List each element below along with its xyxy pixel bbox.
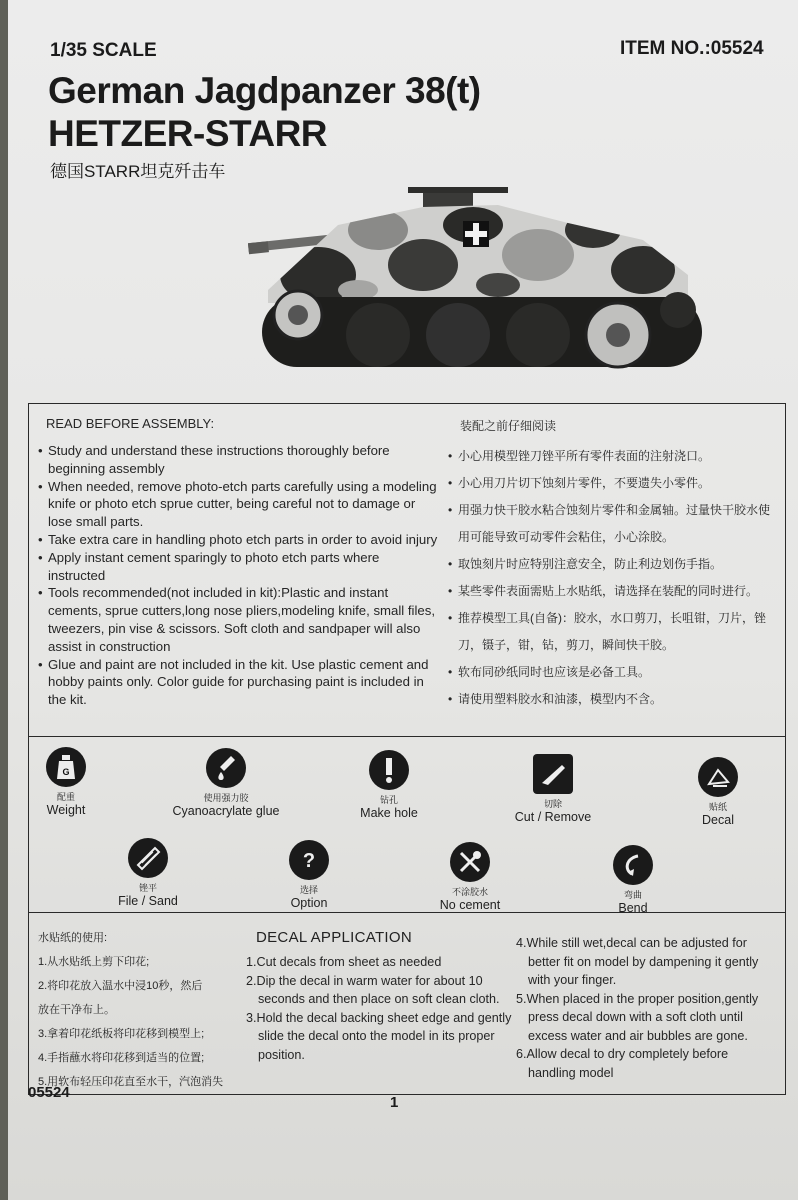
list-item: • 软布同砂纸同时也应该是必备工具。 — [448, 659, 778, 686]
list-item: 3.Hold the decal backing sheet edge and gently slide the decal onto the model in its proper position. — [246, 1010, 512, 1062]
page-number: 1 — [390, 1094, 399, 1111]
decal-heading: DECAL APPLICATION — [256, 929, 412, 946]
list-item: • Take extra care in handling photo etch parts in order to avoid injury — [38, 531, 438, 549]
decal-heading-cn: 水贴纸的使用: — [38, 932, 108, 944]
list-item: 6.Allow decal to dry completely before handling model — [516, 1047, 729, 1080]
list-item: 1.从水贴纸上剪下印花; — [38, 956, 150, 968]
bend-icon — [613, 845, 653, 885]
list-item: • 请使用塑料胶水和油漆，模型内不含。 — [448, 686, 778, 713]
footer-item-code: 05524 — [28, 1084, 70, 1101]
tank-illustration — [248, 185, 708, 385]
list-item: • When needed, remove photo-etch parts carefully using a modeling knife or photo etch sprue cutter, being careful not to damage or lose small parts. — [38, 478, 438, 531]
symbol-option: ? 选择 Option — [244, 840, 374, 911]
symbol-cut-remove: 切除 Cut / Remove — [488, 754, 618, 825]
list-item: • Tools recommended(not included in kit):Plastic and instant cements, sprue cutters,long nose pliers,modeling knife, small files, tweezers, pin vise & scissors. Soft cloth and sandpaper will also assist in construction — [38, 584, 438, 655]
symbol-no-cement: 不涂胶水 No cement — [405, 842, 535, 913]
list-item: • 小心用刀片切下蚀刻片零件，不要遗失小零件。 — [448, 470, 778, 497]
list-item: • 取蚀刻片时应特别注意安全，防止利边划伤手指。 — [448, 551, 778, 578]
file-icon — [128, 838, 168, 878]
read-before-heading: READ BEFORE ASSEMBLY: — [46, 416, 215, 431]
decal-icon — [698, 757, 738, 797]
symbol-decal: 贴纸 Decal — [653, 757, 783, 828]
drill-icon — [369, 750, 409, 790]
decal-steps-left — [246, 953, 516, 1064]
list-item: • 用强力快干胶水粘合蚀刻片零件和金属轴。过量快干胶水使用可能导致可动零件会粘住，小心涂胶。 — [448, 497, 778, 551]
page-title-chinese: 德国STARR坦克歼击车 — [50, 162, 226, 181]
glue-drop-icon — [206, 748, 246, 788]
list-item: 4.手指蘸水将印花移到适当的位置; — [38, 1052, 205, 1064]
knife-icon — [533, 754, 573, 794]
weight-icon — [46, 747, 86, 787]
list-item: • Glue and paint are not included in the kit. Use plastic cement and hobby paints only. Color guide for purchasing paint is included in the kit. — [38, 656, 438, 709]
list-item: • Apply instant cement sparingly to photo etch parts where instructed — [38, 549, 438, 585]
question-icon — [289, 840, 329, 880]
instruction-sheet — [8, 0, 798, 1200]
symbol-bend: 弯曲 Bend — [568, 845, 698, 916]
list-item: 4.While still wet,decal can be adjusted for better fit on model by dampening it gently with your finger. — [516, 936, 759, 987]
list-item: • 某些零件表面需贴上水贴纸，请选择在装配的同时进行。 — [448, 578, 778, 605]
list-item: 1.Cut decals from sheet as needed — [246, 955, 442, 969]
list-item: 3.拿着印花纸板将印花移到模型上; — [38, 1028, 205, 1040]
read-before-heading-cn: 装配之前仔细阅读 — [460, 419, 557, 433]
decal-steps-cn — [38, 926, 238, 1094]
symbol-glue: 使用强力胶 Cyanoacrylate glue — [161, 748, 291, 819]
scale-label: 1/35 SCALE — [50, 40, 157, 61]
list-item: • 小心用模型锉刀锉平所有零件表面的注射浇口。 — [448, 443, 778, 470]
item-number: ITEM NO.:05524 — [620, 38, 764, 59]
no-cement-icon — [450, 842, 490, 882]
list-item: 5.用软布轻压印花直至水干，汽泡消失 — [38, 1076, 224, 1088]
read-before-list-en — [38, 442, 438, 709]
svg-text:?: ? — [302, 850, 316, 872]
list-item: 放在干净布上。 — [38, 1004, 115, 1016]
list-item: • 推荐模型工具(自备)：胶水，水口剪刀，长咀钳，刀片，锉刀，镊子，钳，钻，剪刀，瞬间快干胶。 — [448, 605, 778, 659]
symbol-file-sand: 锉平 File / Sand — [83, 838, 213, 909]
list-item: 2.将印花放入温水中浸10秒，然后 — [38, 980, 203, 992]
list-item: 5.When placed in the proper position,gently press decal down with a soft cloth until excess water and air bubbles are gone. — [516, 991, 759, 1043]
symbol-weight: G 配重 Weight — [1, 747, 131, 818]
decal-steps-right — [516, 934, 776, 1082]
list-item: 2.Dip the decal in warm water for about 10 seconds and then place on soft clean cloth. — [246, 973, 500, 1006]
list-item: • Study and understand these instructions thoroughly before beginning assembly — [38, 442, 438, 478]
page-subtitle: HETZER-STARR — [48, 113, 328, 154]
page-title: German Jagdpanzer 38(t) — [48, 70, 481, 111]
svg-text:G: G — [62, 767, 70, 777]
read-before-list-cn — [448, 443, 778, 713]
symbol-make-hole: 钻孔 Make hole — [324, 750, 454, 821]
